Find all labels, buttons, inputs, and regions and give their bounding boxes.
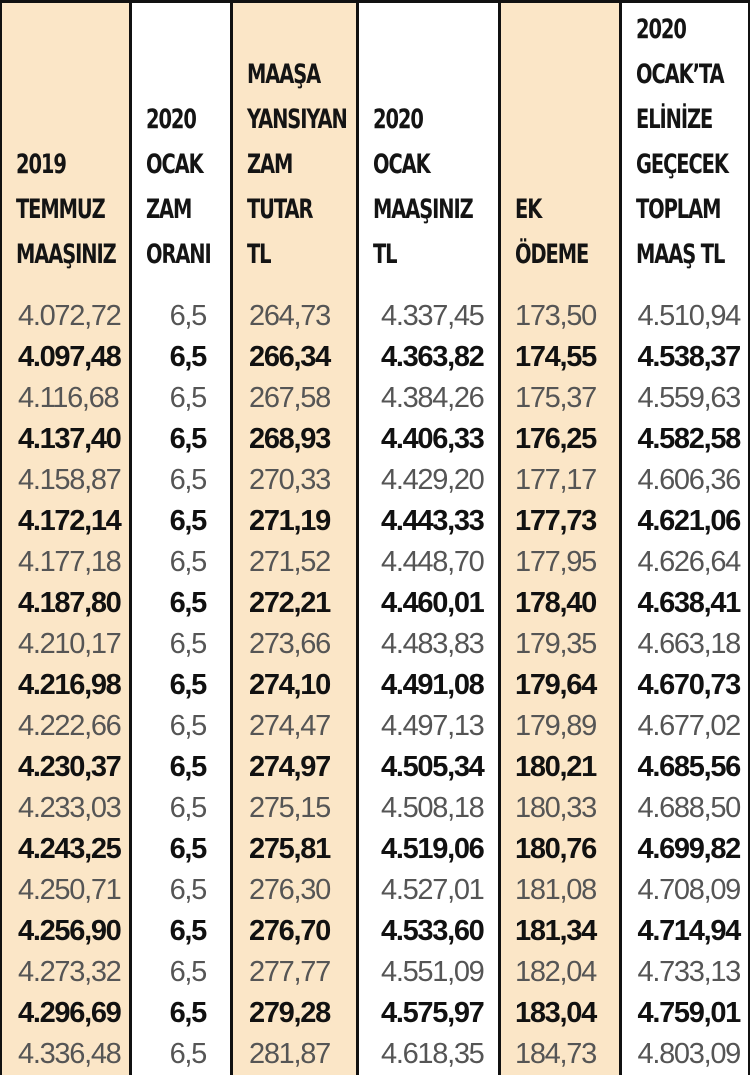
header-line: TL xyxy=(373,239,397,270)
header-line: ZAM xyxy=(247,149,293,180)
header-line: MAAŞA xyxy=(247,59,321,90)
table-cell: 173,50 xyxy=(515,300,596,332)
table-cell: 4.759,01 xyxy=(637,997,740,1029)
table-cell: 6,5 xyxy=(169,628,206,660)
table-cell: 4.559,63 xyxy=(637,382,740,414)
table-cell: 6,5 xyxy=(169,915,206,947)
column-header xyxy=(132,3,230,283)
column-values xyxy=(501,283,619,1075)
table-cell: 175,37 xyxy=(515,382,596,414)
table-cell: 179,64 xyxy=(515,669,596,701)
table-cell: 4.448,70 xyxy=(381,546,484,578)
header-line: 2020 xyxy=(636,14,686,45)
table-cell: 4.606,36 xyxy=(637,464,740,496)
table-cell: 264,73 xyxy=(249,300,330,332)
table-cell: 6,5 xyxy=(169,1038,206,1070)
table-cell: 279,28 xyxy=(249,997,330,1029)
table-cell: 4.216,98 xyxy=(18,669,121,701)
table-cell: 274,10 xyxy=(249,669,330,701)
header-line: ÖDEME xyxy=(515,239,589,270)
table-cell: 6,5 xyxy=(169,751,206,783)
table-cell: 6,5 xyxy=(169,546,206,578)
table-cell: 277,77 xyxy=(249,956,330,988)
table-cell: 6,5 xyxy=(169,505,206,537)
table-cell: 6,5 xyxy=(169,792,206,824)
table-cell: 179,35 xyxy=(515,628,596,660)
header-line: 2020 xyxy=(373,104,423,135)
table-cell: 177,95 xyxy=(515,546,596,578)
header-line: GEÇECEK xyxy=(636,149,728,180)
table-cell: 176,25 xyxy=(515,423,596,455)
table-cell: 182,04 xyxy=(515,956,596,988)
column-2019-july-salary xyxy=(0,3,132,1075)
header-line: OCAK’TA xyxy=(636,59,724,90)
table-cell: 4.621,06 xyxy=(637,505,740,537)
table-cell: 4.714,94 xyxy=(637,915,740,947)
table-cell: 4.508,18 xyxy=(381,792,484,824)
table-cell: 4.137,40 xyxy=(18,423,121,455)
column-header xyxy=(622,3,748,283)
table-cell: 268,93 xyxy=(249,423,330,455)
table-cell: 177,73 xyxy=(515,505,596,537)
header-line: TUTAR xyxy=(247,194,313,225)
table-cell: 4.187,80 xyxy=(18,587,121,619)
column-values xyxy=(2,283,129,1075)
table-cell: 4.177,18 xyxy=(18,546,121,578)
column-extra-payment xyxy=(501,3,622,1075)
column-values xyxy=(132,283,230,1075)
table-cell: 6,5 xyxy=(169,300,206,332)
column-header xyxy=(359,3,498,283)
table-cell: 4.582,58 xyxy=(637,423,740,455)
table-cell: 4.688,50 xyxy=(637,792,740,824)
table-cell: 4.533,60 xyxy=(381,915,484,947)
column-header xyxy=(2,3,129,283)
table-cell: 4.097,48 xyxy=(18,341,121,373)
table-cell: 6,5 xyxy=(169,464,206,496)
table-cell: 180,76 xyxy=(515,833,596,865)
table-cell: 6,5 xyxy=(169,710,206,742)
table-cell: 4.337,45 xyxy=(381,300,484,332)
table-cell: 266,34 xyxy=(249,341,330,373)
table-cell: 6,5 xyxy=(169,833,206,865)
column-total-salary xyxy=(622,3,750,1075)
table-cell: 4.527,01 xyxy=(381,874,484,906)
header-line: 2020 xyxy=(146,104,196,135)
column-header xyxy=(233,3,356,283)
table-cell: 4.638,41 xyxy=(637,587,740,619)
table-cell: 4.250,71 xyxy=(18,874,121,906)
table-cell: 4.116,68 xyxy=(18,382,119,414)
table-cell: 271,52 xyxy=(249,546,330,578)
table-cell: 6,5 xyxy=(169,997,206,1029)
column-2020-january-salary xyxy=(359,3,501,1075)
table-cell: 4.222,66 xyxy=(18,710,121,742)
table-cell: 6,5 xyxy=(169,669,206,701)
table-cell: 4.406,33 xyxy=(381,423,484,455)
table-cell: 4.243,25 xyxy=(18,833,121,865)
table-cell: 4.670,73 xyxy=(637,669,740,701)
table-cell: 4.273,32 xyxy=(18,956,121,988)
table-cell: 267,58 xyxy=(249,382,330,414)
table-cell: 4.429,20 xyxy=(381,464,484,496)
header-line: ORANI xyxy=(146,239,211,270)
header-line: MAAŞINIZ xyxy=(16,239,116,270)
table-cell: 270,33 xyxy=(249,464,330,496)
table-cell: 4.497,13 xyxy=(381,710,484,742)
table-cell: 4.460,01 xyxy=(381,587,484,619)
table-cell: 4.519,06 xyxy=(381,833,484,865)
header-line: MAAŞ TL xyxy=(636,239,725,270)
table-cell: 184,73 xyxy=(515,1038,596,1070)
table-cell: 4.172,14 xyxy=(18,505,121,537)
table-cell: 174,55 xyxy=(515,341,596,373)
table-cell: 178,40 xyxy=(515,587,596,619)
table-cell: 4.505,34 xyxy=(381,751,484,783)
table-cell: 276,30 xyxy=(249,874,330,906)
column-header xyxy=(501,3,619,283)
column-raise-amount xyxy=(233,3,359,1075)
table-cell: 4.708,09 xyxy=(637,874,740,906)
header-line: OCAK xyxy=(373,149,430,180)
table-cell: 4.626,64 xyxy=(637,546,740,578)
header-line: OCAK xyxy=(146,149,203,180)
header-line: EK xyxy=(515,194,542,225)
table-cell: 181,08 xyxy=(515,874,596,906)
header-line: TEMMUZ xyxy=(16,194,105,225)
table-cell: 4.233,03 xyxy=(18,792,121,824)
table-cell: 6,5 xyxy=(169,423,206,455)
table-cell: 4.296,69 xyxy=(18,997,121,1029)
header-line: MAAŞINIZ xyxy=(373,194,473,225)
table-cell: 4.663,18 xyxy=(637,628,740,660)
table-cell: 4.677,02 xyxy=(637,710,740,742)
table-cell: 271,19 xyxy=(249,505,330,537)
table-cell: 4.733,13 xyxy=(637,956,740,988)
column-values xyxy=(359,283,498,1075)
table-cell: 181,34 xyxy=(515,915,596,947)
table-cell: 4.072,72 xyxy=(18,300,121,332)
table-cell: 4.230,37 xyxy=(18,751,121,783)
table-cell: 4.538,37 xyxy=(637,341,740,373)
table-cell: 272,21 xyxy=(249,587,330,619)
table-cell: 179,89 xyxy=(515,710,596,742)
table-cell: 6,5 xyxy=(169,956,206,988)
table-cell: 4.210,17 xyxy=(18,628,121,660)
table-cell: 4.256,90 xyxy=(18,915,121,947)
table-cell: 4.491,08 xyxy=(381,669,484,701)
table-cell: 275,15 xyxy=(249,792,330,824)
table-cell: 4.384,26 xyxy=(381,382,484,414)
table-cell: 183,04 xyxy=(515,997,596,1029)
table-cell: 180,33 xyxy=(515,792,596,824)
table-cell: 4.336,48 xyxy=(18,1038,121,1070)
table-cell: 6,5 xyxy=(169,382,206,414)
table-cell: 4.685,56 xyxy=(637,751,740,783)
header-line: TL xyxy=(247,239,271,270)
table-cell: 4.483,83 xyxy=(381,628,484,660)
table-cell: 4.158,87 xyxy=(18,464,121,496)
table-cell: 6,5 xyxy=(169,587,206,619)
table-cell: 6,5 xyxy=(169,341,206,373)
table-cell: 4.510,94 xyxy=(637,300,740,332)
header-line: ZAM xyxy=(146,194,192,225)
header-line: 2019 xyxy=(16,149,66,180)
table-cell: 180,21 xyxy=(515,751,596,783)
table-cell: 4.551,09 xyxy=(381,956,484,988)
table-cell: 6,5 xyxy=(169,874,206,906)
table-cell: 276,70 xyxy=(249,915,330,947)
header-line: YANSIYAN xyxy=(247,104,347,135)
table-cell: 275,81 xyxy=(249,833,330,865)
table-cell: 177,17 xyxy=(515,464,596,496)
header-line: TOPLAM xyxy=(636,194,721,225)
table-cell: 4.803,09 xyxy=(637,1038,740,1070)
table-cell: 4.363,82 xyxy=(381,341,484,373)
table-cell: 273,66 xyxy=(249,628,330,660)
header-line: ELİNİZE xyxy=(636,104,713,135)
column-values xyxy=(622,283,748,1075)
table-cell: 281,87 xyxy=(249,1038,330,1070)
table-cell: 4.699,82 xyxy=(637,833,740,865)
table-cell: 274,97 xyxy=(249,751,330,783)
table-cell: 4.443,33 xyxy=(381,505,484,537)
table-cell: 274,47 xyxy=(249,710,330,742)
column-values xyxy=(233,283,356,1075)
table-cell: 4.575,97 xyxy=(381,997,484,1029)
table-cell: 4.618,35 xyxy=(381,1038,484,1070)
column-raise-rate xyxy=(132,3,233,1075)
